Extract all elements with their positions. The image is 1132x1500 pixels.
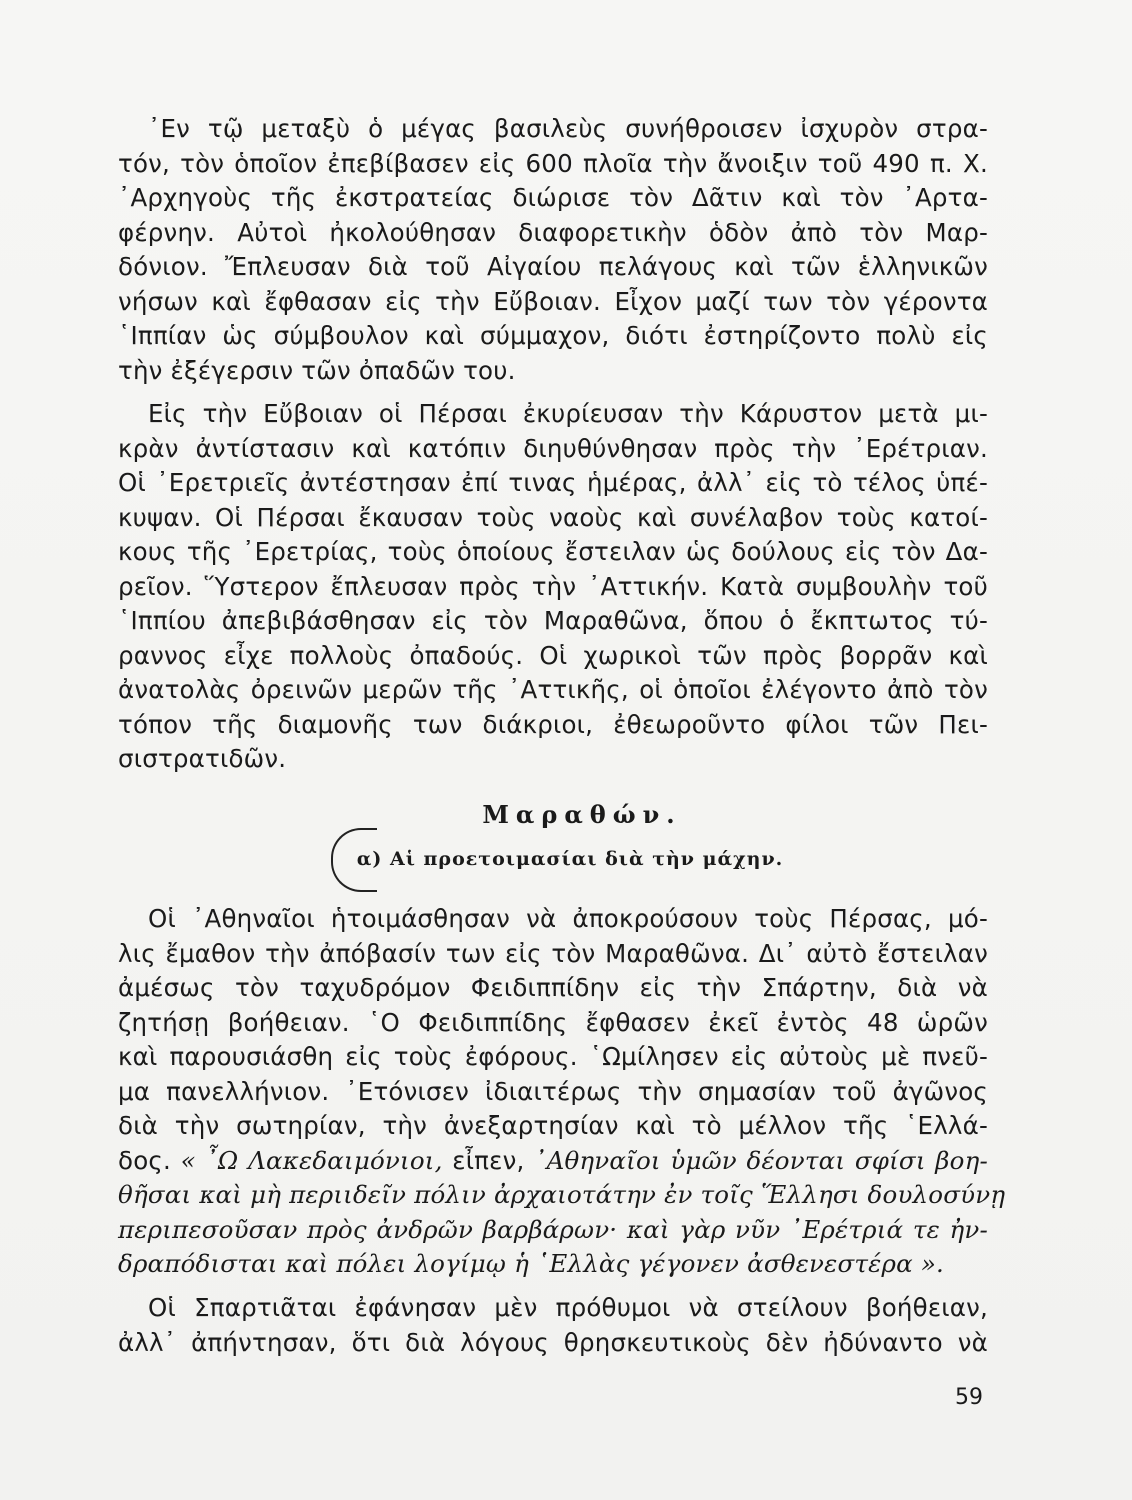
text-line: μα πανελλήνιον. ᾿Ετόνισεν ἰδιαιτέρως τὴν σημασίαν τοῦ ἀγῶνος [118,1076,988,1106]
text-line: Εἰς τὴν Εὔβοιαν οἱ Πέρσαι ἐκυρίευσαν τὴν Κάρυστον μετὰ μι- [148,399,988,428]
quote-lead: δος. [118,1145,171,1175]
text-line: ᾿Εν τῷ μεταξὺ ὁ μέγας βασιλεὺς συνήθροισεν ἰσχυρὸν στρα- [148,114,988,143]
text-line-quote: δραπόδισται καὶ πόλει λογίμῳ ἡ ῾Ελλὰς γέγονεν ἀσθενεστέρα ». [118,1249,945,1278]
quote-said: εἶπεν, [452,1145,525,1175]
section-heading: Μαραθών. [482,800,682,829]
paragraph-athenian-preparations [118,902,1006,1282]
text-line: καὶ παρουσιάσθη εἰς τοὺς ἐφόρους. ῾Ωμίλησεν εἰς αὐτοὺς μὲ πνεῦ- [118,1042,988,1071]
text-line: λις ἔμαθον τὴν ἀπόβασίν των εἰς τὸν Μαραθῶνα. Δι᾿ αὐτὸ ἔστειλαν [118,938,988,968]
text-line-quote: περιπεσοῦσαν πρὸς ἀνδρῶν βαρβάρων· καὶ γὰρ νῦν ᾿Ερέτριά τε ἠν- [118,1214,988,1244]
quote-text: ᾿Αθηναῖοι ὑμῶν δέονται σφίσι βοη- [534,1145,988,1175]
subheading-text: α) Αἱ προετοιμασίαι διὰ τὴν μάχην. [356,848,784,870]
text-line-quote: θῆσαι καὶ μὴ περιιδεῖν πόλιν ἀρχαιοτάτην ἐν τοῖς Ἕλλησι δουλοσύνῃ [118,1180,1006,1209]
text-line: ρεῖον. Ὕστερον ἔπλευσαν πρὸς τὴν ᾿Αττικήν. Κατὰ συμβουλὴν τοῦ [118,571,988,601]
paragraph-euboea-eretria [118,397,988,777]
text-line: τόπον τῆς διαμονῆς των διάκριοι, ἐθεωροῦντο φίλοι τῶν Πει- [118,709,988,739]
paragraph-persian-fleet [118,112,988,388]
text-line: σιστρατιδῶν. [118,744,287,773]
text-line: ῾Ιππίαν ὡς σύμβουλον καὶ σύμμαχον, διότι ἐστηρίζοντο πολὺ εἰς [118,321,988,350]
text-line: νήσων καὶ ἔφθασαν εἰς τὴν Εὔβοιαν. Εἶχον μαζί των τὸν γέροντα [118,286,988,316]
paragraph-spartan-reply [118,1291,988,1360]
text-line: ζητήσῃ βοήθειαν. ῾Ο Φειδιππίδης ἔφθασεν ἐκεῖ ἐντὸς 48 ὡρῶν [118,1007,988,1037]
text-line: κρὰν ἀντίστασιν καὶ κατόπιν διηυθύνθησαν πρὸς τὴν ᾿Ερέτριαν. [118,433,988,463]
text-line: ραννος εἶχε πολλοὺς ὀπαδούς. Οἱ χωρικοὶ τῶν πρὸς βορρᾶν καὶ [118,640,988,670]
text-line: δόνιον. Ἔπλευσαν διὰ τοῦ Αἰγαίου πελάγους καὶ τῶν ἑλληνικῶν [118,252,988,281]
text-line: ἀνατολὰς ὀρεινῶν μερῶν τῆς ᾿Αττικῆς, οἱ ὁποῖοι ἐλέγοντο ἀπὸ τὸν [118,675,988,704]
text-line: Οἱ Σπαρτιᾶται ἐφάνησαν μὲν πρόθυμοι νὰ στείλουν βοήθειαν, [148,1293,988,1322]
text-line: Οἱ ᾿Ερετριεῖς ἀντέστησαν ἐπί τινας ἡμέρας, ἀλλ᾿ εἰς τὸ τέλος ὑπέ- [118,468,988,497]
text-line: τόν, τὸν ὁποῖον ἐπεβίβασεν εἰς 600 πλοῖα τὴν ἄνοιξιν τοῦ 490 π. Χ. [118,148,988,178]
text-line: Οἱ ᾿Αθηναῖοι ἡτοιμάσθησαν νὰ ἀποκρούσουν τοὺς Πέρσας, μό- [148,904,988,933]
subheading [349,848,784,870]
text-line: ἀμέσως τὸν ταχυδρόμον Φειδιππίδην εἰς τὴν Σπάρτην, διὰ νὰ [118,973,988,1002]
text-line: φέρνην. Αὐτοὶ ἠκολούθησαν διαφορετικὴν ὁδὸν ἀπὸ τὸν Μαρ- [118,217,988,247]
page-number: 59 [955,1385,983,1410]
text-line: ἀλλ᾿ ἀπήντησαν, ὅτι διὰ λόγους θρησκευτικοὺς δὲν ἠδύναντο νὰ [118,1327,988,1357]
section-subheading-wrap [0,848,1132,870]
text-line: κυψαν. Οἱ Πέρσαι ἔκαυσαν τοὺς ναοὺς καὶ συνέλαβον τοὺς κατοί- [118,502,988,532]
text-line: διὰ τὴν σωτηρίαν, τὴν ἀνεξαρτησίαν καὶ τὸ μέλλον τῆς ῾Ελλά- [118,1111,988,1140]
text-line: ῾Ιππίου ἀπεβιβάσθησαν εἰς τὸν Μαραθῶνα, ὅπου ὁ ἔκπτωτος τύ- [118,606,988,635]
handwritten-bracket-mark [331,828,377,892]
text-line: κους τῆς ᾿Ερετρίας, τοὺς ὁποίους ἔστειλαν ὡς δούλους εἰς τὸν Δα- [118,537,988,566]
text-line: ᾿Αρχηγοὺς τῆς ἐκστρατείας διώρισε τὸν Δᾶτιν καὶ τὸν ᾿Αρτα- [118,183,988,212]
quote-text: « ῏Ω Λακεδαιμόνιοι, [180,1145,443,1175]
text-line-quote-start [118,1144,988,1179]
text-line: τὴν ἐξέγερσιν τῶν ὀπαδῶν του. [118,355,516,385]
